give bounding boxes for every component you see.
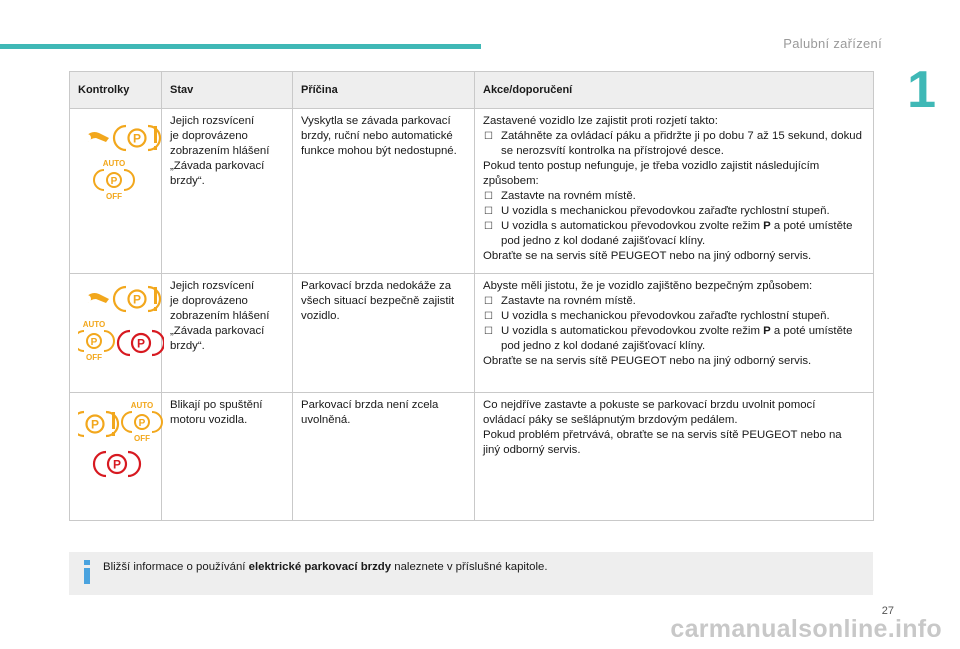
svg-text:P: P: [136, 336, 146, 351]
icons-cell: [70, 109, 162, 274]
column-header-kontrolky: Kontrolky: [70, 72, 162, 109]
list-item: ☐ U vozidla s mechanickou převodovkou zařaďte rychlostní stupeň.: [483, 309, 865, 324]
list-item: ☐ U vozidla s automatickou převodovkou zvolte režim P a poté umístěte pod jedno z kol dodané zajišťovací klíny.: [483, 324, 865, 354]
pricina-line: vozidlo.: [301, 310, 340, 322]
stav-line: zobrazením hlášení: [170, 310, 270, 322]
info-icon: [81, 560, 93, 584]
stav-line: „Závada parkovací: [170, 160, 265, 172]
svg-text:OFF: OFF: [86, 353, 102, 362]
akce-outro: Obraťte se na servis sítě PEUGEOT nebo na jiný odborný servis.: [483, 250, 812, 262]
akce-bullet-list: [483, 129, 865, 159]
column-header-akce: Akce/doporučení: [475, 72, 874, 109]
stav-cell: [162, 393, 293, 521]
akce-mid-text: Pokud tento postup nefunguje, je třeba vozidlo zajistit následujícím způsobem:: [483, 160, 820, 187]
svg-text:OFF: OFF: [106, 192, 122, 200]
pricina-line: všech situací bezpečně zajistit: [301, 295, 455, 307]
page-number: 27: [881, 605, 894, 617]
pricina-line: Vyskytla se závada parkovací: [301, 115, 451, 127]
svg-text:P: P: [138, 418, 146, 429]
list-item: ☐ Zatáhněte za ovládací páku a přidržte ji po dobu 7 až 15 sekund, dokud se nerozsvítí kontrolka na přístrojové desce.: [483, 129, 865, 159]
pricina-line: uvolněná.: [301, 414, 351, 426]
svg-text:P: P: [110, 176, 118, 187]
section-title: Palubní zařízení: [783, 36, 882, 51]
info-box: [69, 552, 873, 595]
wrench-icon: [83, 132, 109, 142]
pricina-line: brzdy, ruční nebo automatické: [301, 130, 453, 142]
akce-line: Pokud problém přetrvává, obraťte se na servis sítě PEUGEOT nebo na: [483, 429, 842, 441]
pricina-line: Parkovací brzda není zcela: [301, 399, 439, 411]
svg-text:AUTO: AUTO: [82, 320, 106, 329]
pricina-cell: [293, 109, 475, 274]
list-item: ☐ U vozidla s mechanickou převodovkou zařaďte rychlostní stupeň.: [483, 204, 865, 219]
svg-text:P: P: [132, 292, 142, 307]
pricina-cell: [293, 274, 475, 393]
table-header-row: [70, 72, 874, 109]
pricina-line: funkce mohou být nedostupné.: [301, 145, 457, 157]
warning-icons-group: [78, 114, 164, 200]
svg-text:OFF: OFF: [134, 434, 150, 443]
akce-bullet-list: [483, 294, 865, 354]
list-item: ☐ Zastavte na rovném místě.: [483, 189, 865, 204]
table-row: [70, 109, 874, 274]
akce-cell: [475, 274, 874, 393]
stav-line: Jejich rozsvícení: [170, 280, 255, 292]
stav-line: Jejich rozsvícení: [170, 115, 255, 127]
akce-outro: Obraťte se na servis sítě PEUGEOT nebo na jiný odborný servis.: [483, 355, 812, 367]
stav-line: „Závada parkovací: [170, 325, 265, 337]
watermark: carmanualsonline.info: [670, 615, 942, 643]
info-text: Bližší informace o používání elektrické parkovací brzdy naleznete v příslušné kapitole.: [103, 561, 548, 573]
svg-text:AUTO: AUTO: [130, 401, 154, 410]
wrench-icon: [83, 293, 109, 303]
warning-icons-group: [78, 279, 164, 365]
stav-line: je doprovázeno: [170, 295, 248, 307]
svg-text:P: P: [132, 131, 142, 146]
svg-text:P: P: [90, 337, 98, 348]
chapter-number: 1: [907, 61, 936, 119]
akce-line: Co nejdříve zastavte a pokuste se parkovací brzdu uvolnit pomocí: [483, 399, 816, 411]
stav-line: je doprovázeno: [170, 130, 248, 142]
akce-line: ovládací páky se sešlápnutým brzdovým pedálem.: [483, 414, 738, 426]
column-header-stav: Stav: [162, 72, 293, 109]
header-accent-bar: [0, 44, 481, 49]
auto-off-icon: [94, 159, 134, 200]
akce-bullet-list: [483, 189, 865, 249]
parking-brake-fault-icon: [114, 287, 160, 311]
list-item: ☐ U vozidla s automatickou převodovkou zvolte režim P a poté umístěte pod jedno z kol dodané zajišťovací klíny.: [483, 219, 865, 249]
akce-cell: [475, 393, 874, 521]
svg-text:AUTO: AUTO: [102, 159, 126, 168]
stav-line: brzdy“.: [170, 340, 205, 352]
akce-cell: [475, 109, 874, 274]
stav-line: zobrazením hlášení: [170, 145, 270, 157]
parking-brake-red-icon: [118, 331, 164, 355]
auto-off-icon: [122, 401, 162, 443]
stav-cell: [162, 274, 293, 393]
stav-line: Blikají po spuštění: [170, 399, 263, 411]
list-item: ☐ Zastavte na rovném místě.: [483, 294, 865, 309]
info-link-text: elektrické parkovací brzdy: [248, 561, 392, 573]
table-row: [70, 393, 874, 521]
pricina-line: Parkovací brzda nedokáže za: [301, 280, 452, 292]
column-header-pricina: Příčina: [293, 72, 475, 109]
stav-cell: [162, 109, 293, 274]
parking-brake-fault-icon: [114, 126, 160, 150]
akce-intro: Zastavené vozidlo lze zajistit proti rozjetí takto:: [483, 115, 718, 127]
akce-intro: Abyste měli jistotu, že je vozidlo zajištěno bezpečným způsobem:: [483, 280, 813, 292]
icons-cell: [70, 393, 162, 521]
parking-brake-red-icon: [94, 452, 140, 476]
svg-text:P: P: [112, 457, 122, 472]
icons-cell: [70, 274, 162, 393]
akce-line: jiný odborný servis.: [483, 444, 581, 456]
auto-off-icon: [78, 320, 114, 362]
stav-line: brzdy“.: [170, 175, 205, 187]
table-row: [70, 274, 874, 393]
pricina-cell: [293, 393, 475, 521]
stav-line: motoru vozidla.: [170, 414, 248, 426]
parking-brake-fault-icon: [78, 412, 118, 436]
svg-text:P: P: [90, 417, 100, 432]
warning-lights-table: [69, 71, 874, 521]
warning-icons-group: [78, 398, 164, 484]
